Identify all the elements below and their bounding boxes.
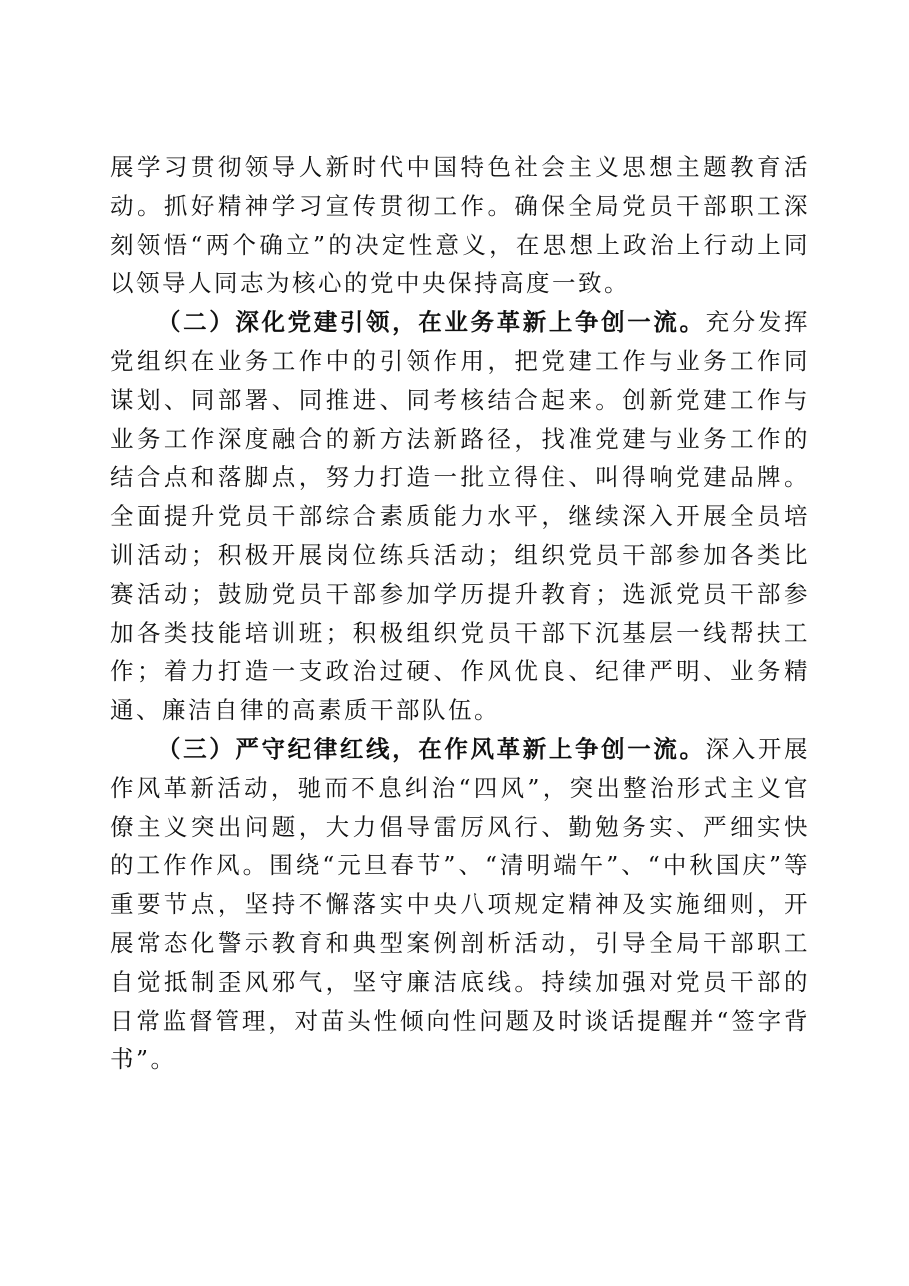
document-body	[110, 148, 810, 1079]
paragraph-body: 展学习贯彻领导人新时代中国特色社会主义思想主题教育活动。抓好精神学习宣传贯彻工作。确保全局党员干部职工深刻领悟“两个确立”的决定性意义，在思想上政治上行动上同以领导人同志为核心的党中央保持高度一致。	[110, 153, 810, 298]
paragraph-section-2	[110, 303, 810, 730]
paragraph-body: 深入开展作风革新活动，驰而不息纠治“四风”，突出整治形式主义官僚主义突出问题，大力倡导雷厉风行、勤勉务实、严细实快的工作作风。围绕“元旦春节”、“清明端午”、“中秋国庆”等重要节点，坚持不懈落实中央八项规定精神及实施细则，开展常态化警示教育和典型案例剖析活动，引导全局干部职工自觉抵制歪风邪气，坚守廉洁底线。持续加强对党员干部的日常监督管理，对苗头性倾向性问题及时谈话提醒并“签字背书”。	[110, 734, 810, 1074]
paragraph-section-3	[110, 730, 810, 1079]
paragraph-body: 充分发挥党组织在业务工作中的引领作用，把党建工作与业务工作同谋划、同部署、同推进、同考核结合起来。创新党建工作与业务工作深度融合的新方法新路径，找准党建与业务工作的结合点和落脚点，努力打造一批立得住、叫得响党建品牌。全面提升党员干部综合素质能力水平，继续深入开展全员培训活动；积极开展岗位练兵活动；组织党员干部参加各类比赛活动；鼓励党员干部参加学历提升教育；选派党员干部参加各类技能培训班；积极组织党员干部下沉基层一线帮扶工作；着力打造一支政治过硬、作风优良、纪律严明、业务精通、廉洁自律的高素质干部队伍。	[110, 308, 810, 725]
section-heading: （二）深化党建引领，在业务革新上争创一流。	[157, 308, 706, 337]
section-heading: （三）严守纪律红线，在作风革新上争创一流。	[157, 734, 706, 763]
paragraph-continuation	[110, 148, 810, 303]
